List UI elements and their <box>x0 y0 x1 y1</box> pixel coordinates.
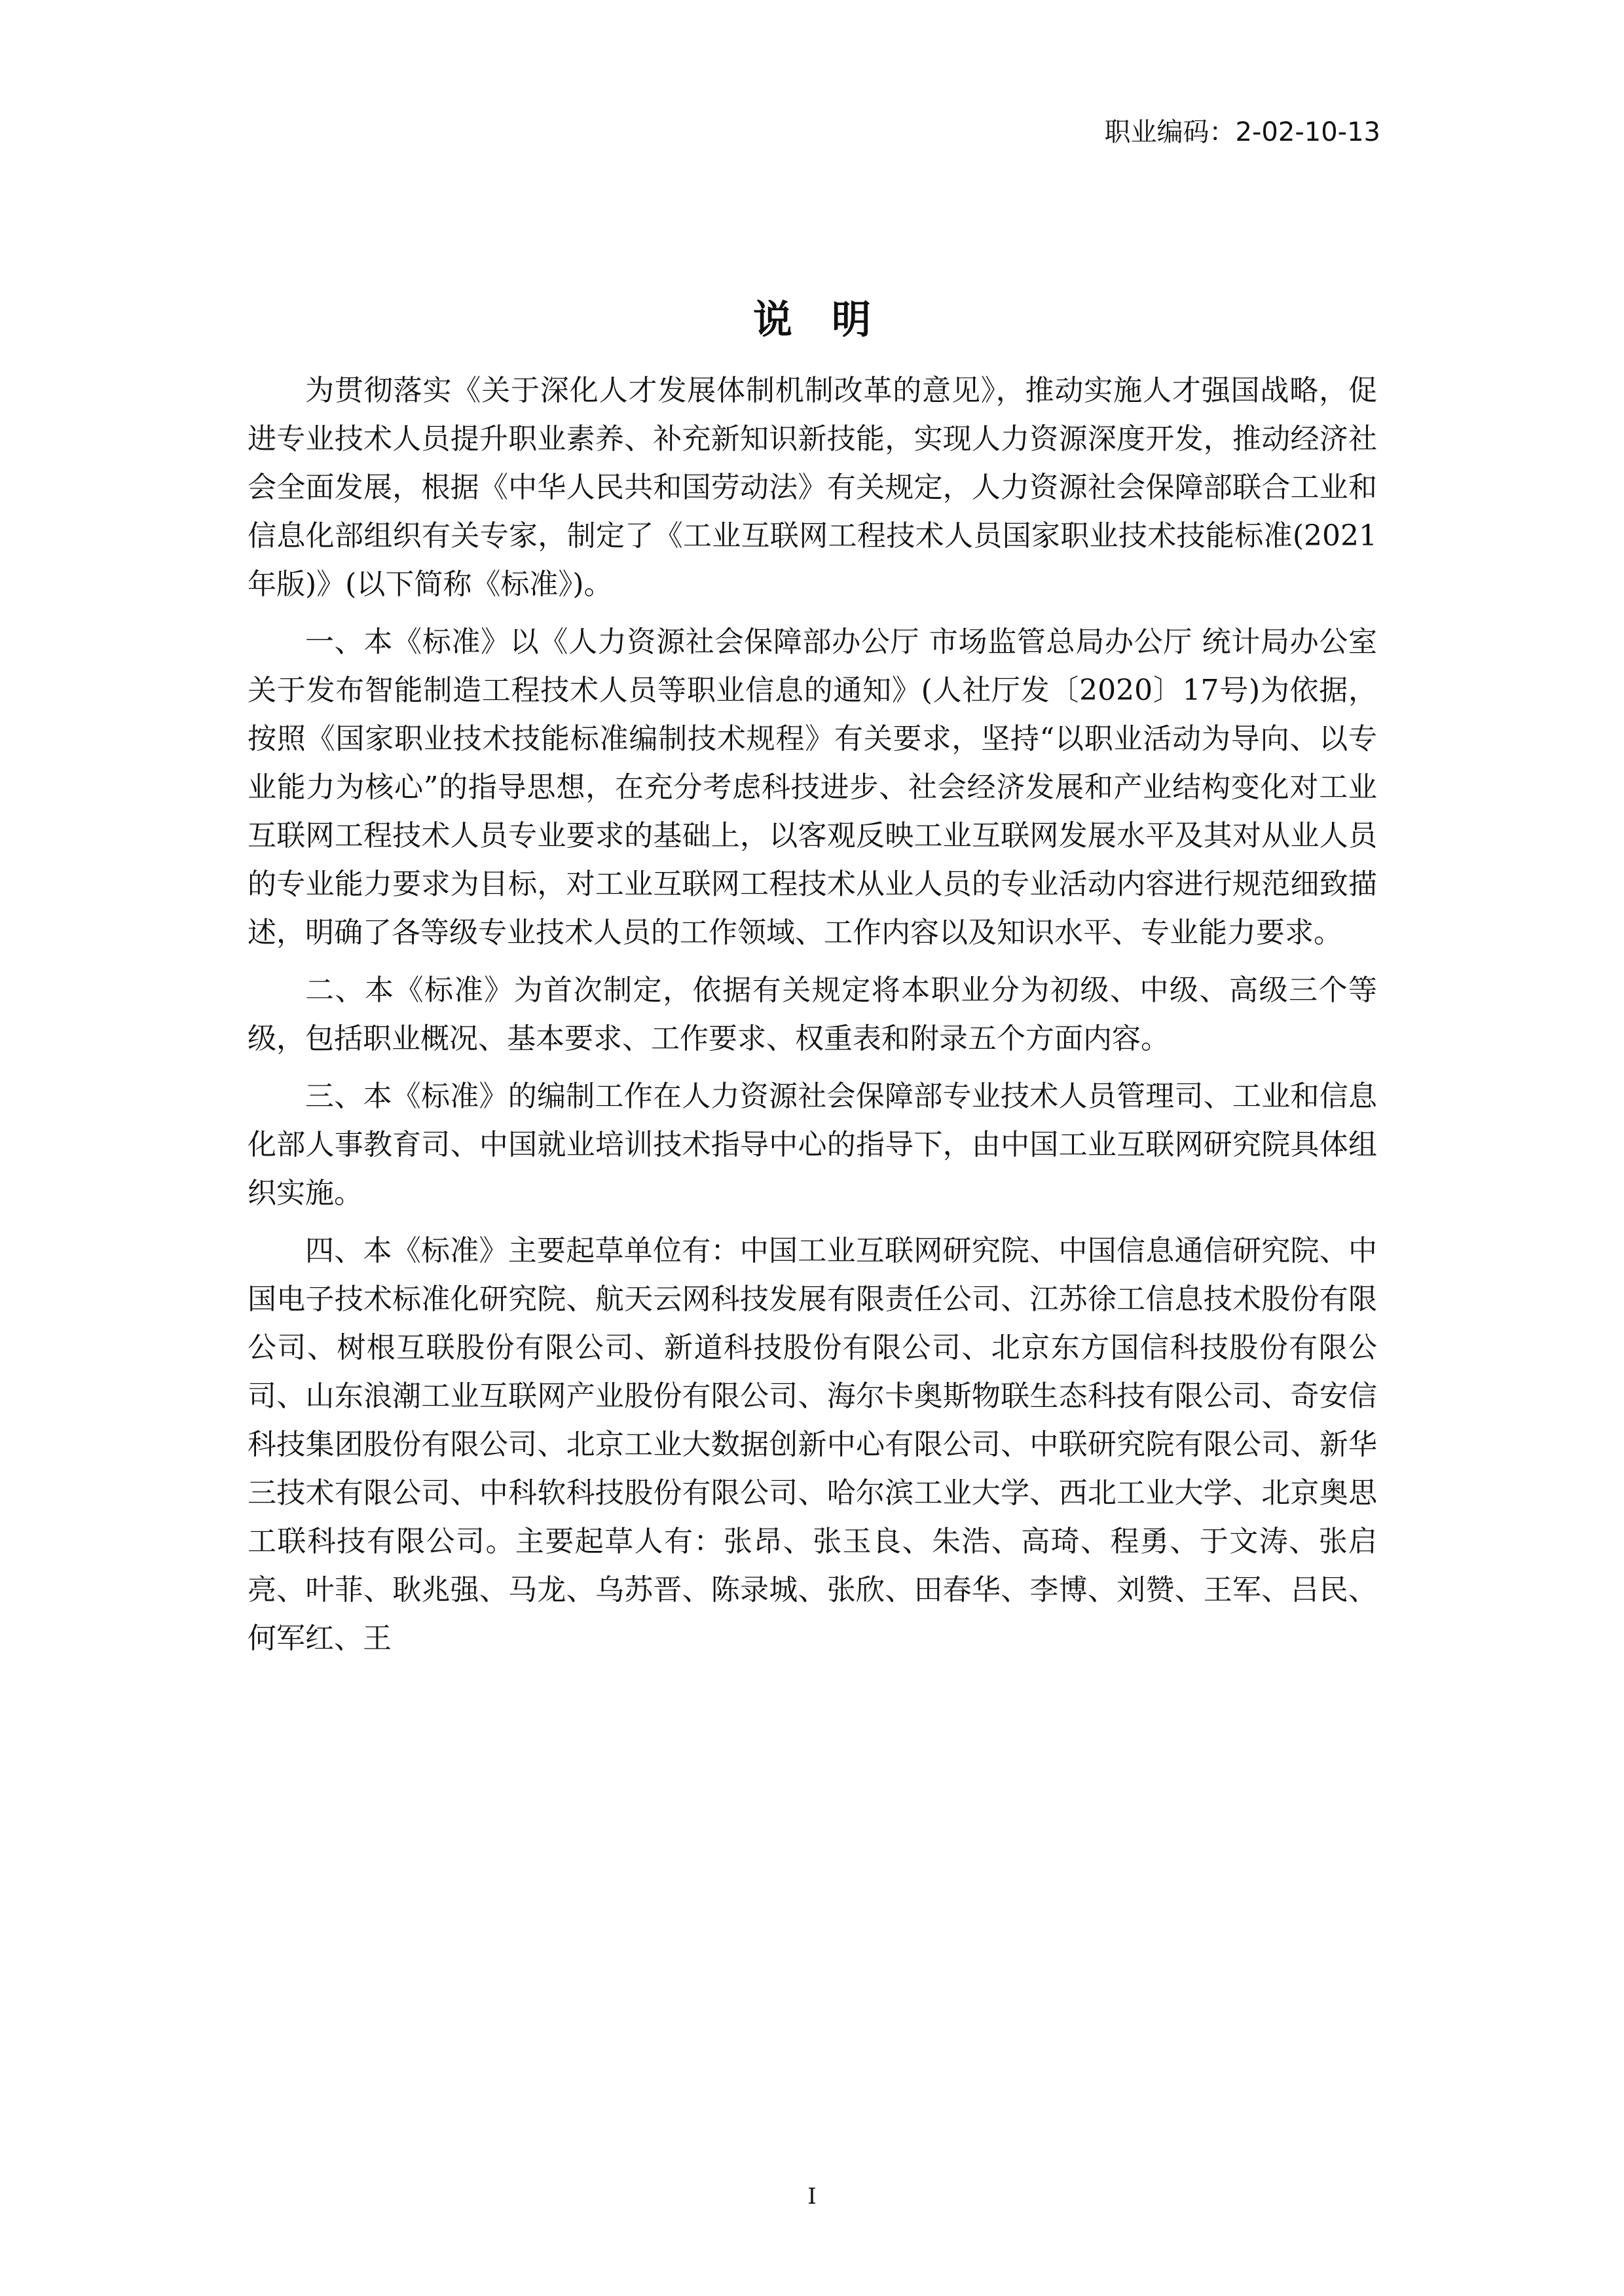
paragraph-one: 一、本《标准》以《人力资源社会保障部办公厅 市场监管总局办公厅 统计局办公室关于发布智能制造工程技术人员等职业信息的通知》(人社厅发〔2020〕17号)为依据，按照《国家职业技术技能标准编制技术规程》有关要求，坚持“以职业活动为导向、以专业能力为核心”的指导思想，在充分考虑科技进步、社会经济发展和产业结构变化对工业互联网工程技术人员专业要求的基础上，以客观反映工业互联网发展水平及其对从业人员的专业能力要求为目标，对工业互联网工程技术从业人员的专业活动内容进行规范细致描述，明确了各等级专业技术人员的工作领域、工作内容以及知识水平、专业能力要求。 <box>248 625 1377 949</box>
paragraph-two: 二、本《标准》为首次制定，依据有关规定将本职业分为初级、中级、高级三个等级，包括职业概况、基本要求、工作要求、权重表和附录五个方面内容。 <box>248 974 1377 1055</box>
paragraph-three: 三、本《标准》的编制工作在人力资源社会保障部专业技术人员管理司、工业和信息化部人事教育司、中国就业培训技术指导中心的指导下，由中国工业互联网研究院具体组织实施。 <box>248 1080 1377 1210</box>
paragraph-four: 四、本《标准》主要起草单位有：中国工业互联网研究院、中国信息通信研究院、中国电子技术标准化研究院、航天云网科技发展有限责任公司、江苏徐工信息技术股份有限公司、树根互联股份有限公司、新道科技股份有限公司、北京东方国信科技股份有限公司、山东浪潮工业互联网产业股份有限公司、海尔卡奥斯物联生态科技有限公司、奇安信科技集团股份有限公司、北京工业大数据创新中心有限公司、中联研究院有限公司、新华三技术有限公司、中科软科技股份有限公司、哈尔滨工业大学、西北工业大学、北京奥思工联科技有限公司。主要起草人有：张昂、张玉良、朱浩、高琦、程勇、于文涛、张启亮、叶菲、耿兆强、马龙、乌苏晋、陈录城、张欣、田春华、李博、刘赞、王军、吕民、何军红、王 <box>248 1234 1377 1655</box>
page-title: 说明 <box>753 297 910 343</box>
page-number: I <box>807 2183 817 2210</box>
paragraph-intro: 为贯彻落实《关于深化人才发展体制机制改革的意见》，推动实施人才强国战略，促进专业技术人员提升职业素养、补充新知识新技能，实现人力资源深度开发，推动经济社会全面发展，根据《中华人民共和国劳动法》有关规定，人力资源社会保障部联合工业和信息化部组织有关专家，制定了《工业互联网工程技术人员国家职业技术技能标准(2021年版)》(以下简称《标准》)。 <box>248 374 1377 601</box>
document-body <box>248 367 1377 1672</box>
occupation-code: 职业编码：2-02-10-13 <box>1104 117 1380 147</box>
